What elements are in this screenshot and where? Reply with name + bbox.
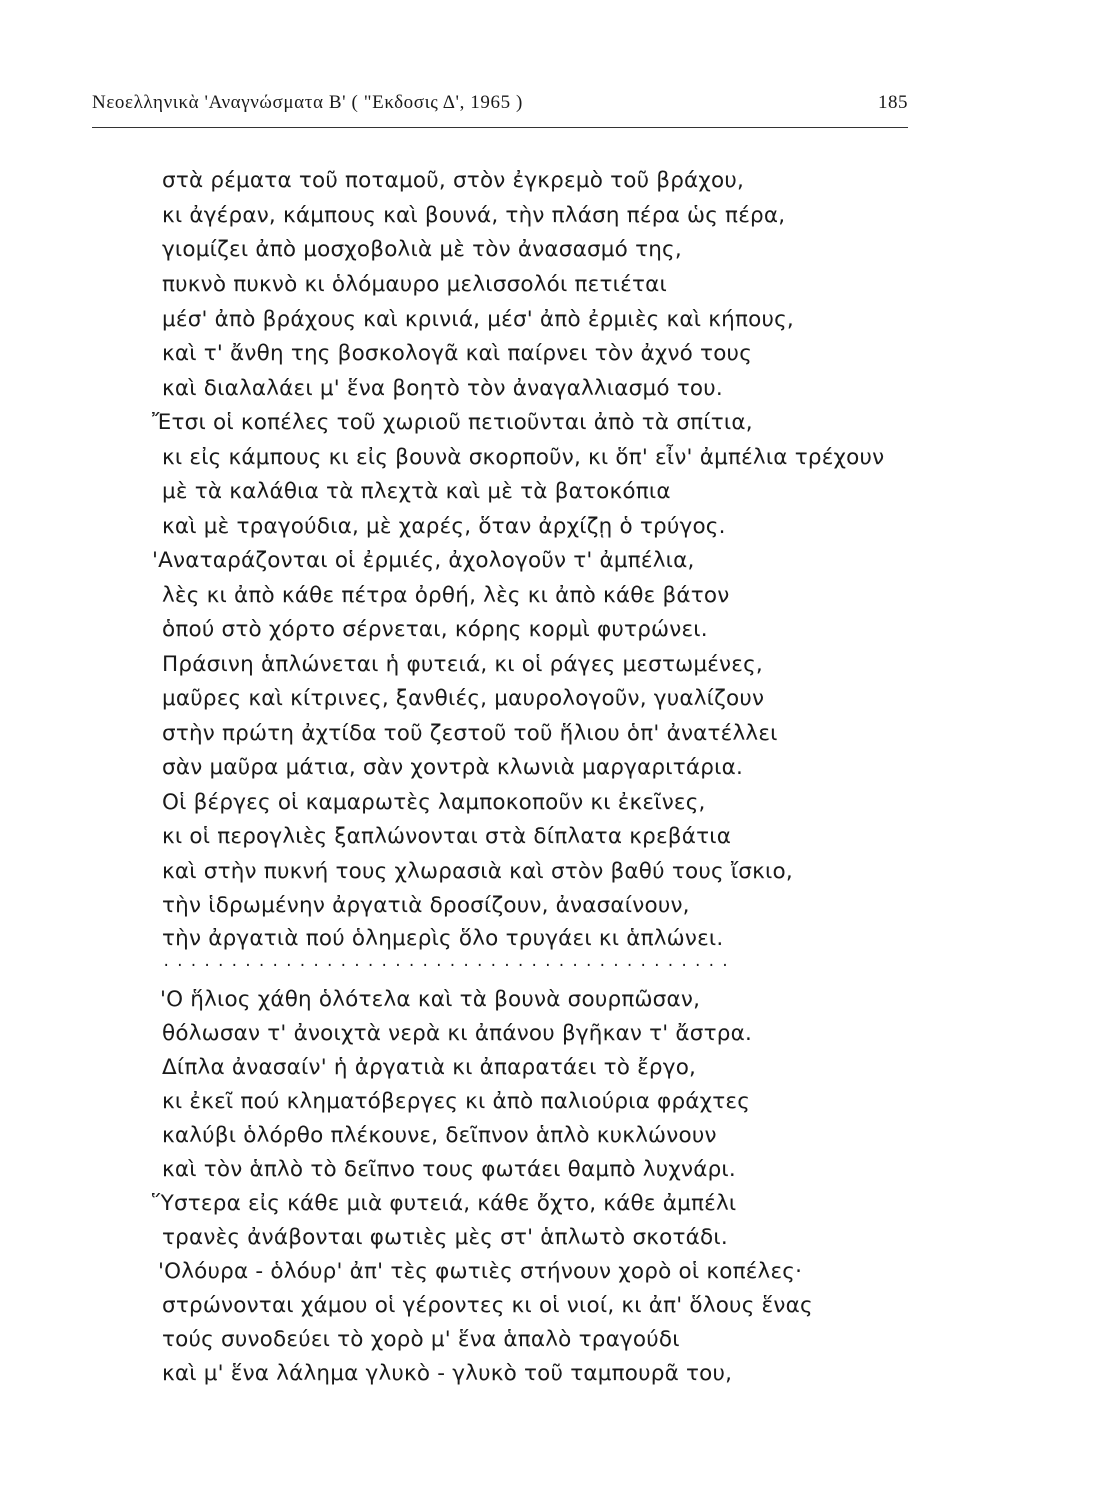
poem-line: καὶ μὲ τραγούδια, μὲ χαρές, ὅταν ἀρχίζῃ ὁ τρύγος. — [162, 514, 726, 539]
poem-line: στὴν πρώτη ἀχτίδα τοῦ ζεστοῦ τοῦ ἥλιου ὁπ' ἀνατέλλει — [162, 721, 778, 746]
poem-line: καὶ τ' ἄνθη της βοσκολογᾶ καὶ παίρνει τὸν ἀχνό τους — [162, 341, 753, 366]
poem-line: μέσ' ἀπὸ βράχους καὶ κρινιά, μέσ' ἀπὸ ἐρμιὲς καὶ κήπους, — [162, 307, 794, 332]
poem-line: τὴν ἀργατιὰ πού ὁλημερὶς ὅλο τρυγάει κι ἁπλώνει. — [162, 926, 724, 951]
poem-line: καλύβι ὁλόρθο πλέκουνε, δεῖπνον ἁπλὸ κυκλώνουν — [162, 1123, 717, 1148]
poem-line: τρανὲς ἀνάβονται φωτιὲς μὲς στ' ἁπλωτὸ σκοτάδι. — [162, 1225, 728, 1250]
poem-line: καὶ στὴν πυκνή τους χλωρασιὰ καὶ στὸν βαθύ τους ἴσκιο, — [162, 859, 793, 884]
poem-line: κι ἐκεῖ πού κληματόβεργες κι ἀπὸ παλιούρια φράχτες — [162, 1089, 751, 1114]
poem-line: Δίπλα ἀνασαίν' ἡ ἀργατιὰ κι ἀπαρατάει τὸ ἔργο, — [162, 1055, 697, 1080]
poem-line: Ἔτσι οἱ κοπέλες τοῦ χωριοῦ πετιοῦνται ἀπὸ τὰ σπίτια, — [152, 410, 753, 435]
page-number: 185 — [878, 92, 908, 113]
poem-line: κι ἀγέραν, κάμπους καὶ βουνά, τὴν πλάση πέρα ὡς πέρα, — [162, 203, 786, 228]
poem-line: στὰ ρέματα τοῦ ποταμοῦ, στὸν ἐγκρεμὸ τοῦ βράχου, — [162, 168, 745, 193]
poem-line: κι εἰς κάμπους κι εἰς βουνὰ σκορποῦν, κι ὅπ' εἶν' ἀμπέλια τρέχουν — [162, 445, 885, 470]
poem-line: Οἱ βέργες οἱ καμαρωτὲς λαμποκοποῦν κι ἐκεῖνες, — [162, 790, 706, 815]
poem-line: καὶ τὸν ἁπλὸ τὸ δεῖπνο τους φωτάει θαμπὸ λυχνάρι. — [162, 1157, 736, 1182]
poem-line: Πράσινη ἁπλώνεται ἡ φυτειά, κι οἱ ράγες μεστωμένες, — [162, 652, 763, 677]
poem-line: πυκνὸ πυκνὸ κι ὁλόμαυρο μελισσολόι πετιέται — [162, 272, 667, 297]
poem-line: 'Ο ἥλιος χάθη ὁλότελα καὶ τὰ βουνὰ σουρπῶσαν, — [160, 987, 701, 1012]
poem-line: στρώνονται χάμου οἱ γέροντες κι οἱ νιοί, κι ἀπ' ὅλους ἕνας — [162, 1293, 813, 1318]
poem-line: σὰν μαῦρα μάτια, σὰν χοντρὰ κλωνιὰ μαργαριτάρια. — [162, 755, 743, 780]
poem-line: κι οἱ περογλιὲς ξαπλώνονται στὰ δίπλατα κρεβάτια — [162, 824, 732, 849]
poem-line: 'Ολόυρα - ὁλόυρ' ἀπ' τὲς φωτιὲς στήνουν χορὸ οἱ κοπέλες· — [158, 1259, 803, 1284]
poem-line: ὁπού στὸ χόρτο σέρνεται, κόρης κορμὶ φυτρώνει. — [162, 617, 708, 642]
poem-line: καὶ μ' ἕνα λάλημα γλυκὸ - γλυκὸ τοῦ ταμπουρᾶ του, — [162, 1361, 733, 1386]
poem-line: λὲς κι ἀπὸ κάθε πέτρα ὀρθή, λὲς κι ἀπὸ κάθε βάτον — [162, 583, 730, 608]
poem-line: καὶ διαλαλάει μ' ἕνα βοητὸ τὸν ἀναγαλλιασμό του. — [162, 376, 723, 401]
poem-line: 'Αναταράζονται οἱ ἐρμιές, ἀχολογοῦν τ' ἀμπέλια, — [152, 548, 695, 573]
ellipsis-separator: .......................................... — [162, 954, 735, 970]
poem-line: μαῦρες καὶ κίτρινες, ξανθιές, μαυρολογοῦν, γυαλίζουν — [162, 686, 765, 711]
poem-line: τούς συνοδεύει τὸ χορὸ μ' ἕνα ἁπαλὸ τραγούδι — [162, 1327, 680, 1352]
running-title: Νεοελληνικὰ 'Αναγνώσματα Β' ( "Εκδοσις Δ', 1965 ) — [92, 92, 523, 113]
poem-line: γιομίζει ἀπὸ μοσχοβολιὰ μὲ τὸν ἀνασασμό της, — [162, 237, 682, 262]
poem-line: τὴν ἱδρωμένην ἀργατιὰ δροσίζουν, ἀνασαίνουν, — [162, 893, 690, 918]
poem-line: Ὕστερα εἰς κάθε μιὰ φυτειά, κάθε ὄχτο, κάθε ἀμπέλι — [152, 1191, 737, 1216]
poem-line: μὲ τὰ καλάθια τὰ πλεχτὰ καὶ μὲ τὰ βατοκόπια — [162, 479, 671, 504]
poem-line: θόλωσαν τ' ἀνοιχτὰ νερὰ κι ἀπάνου βγῆκαν τ' ἄστρα. — [162, 1021, 752, 1046]
